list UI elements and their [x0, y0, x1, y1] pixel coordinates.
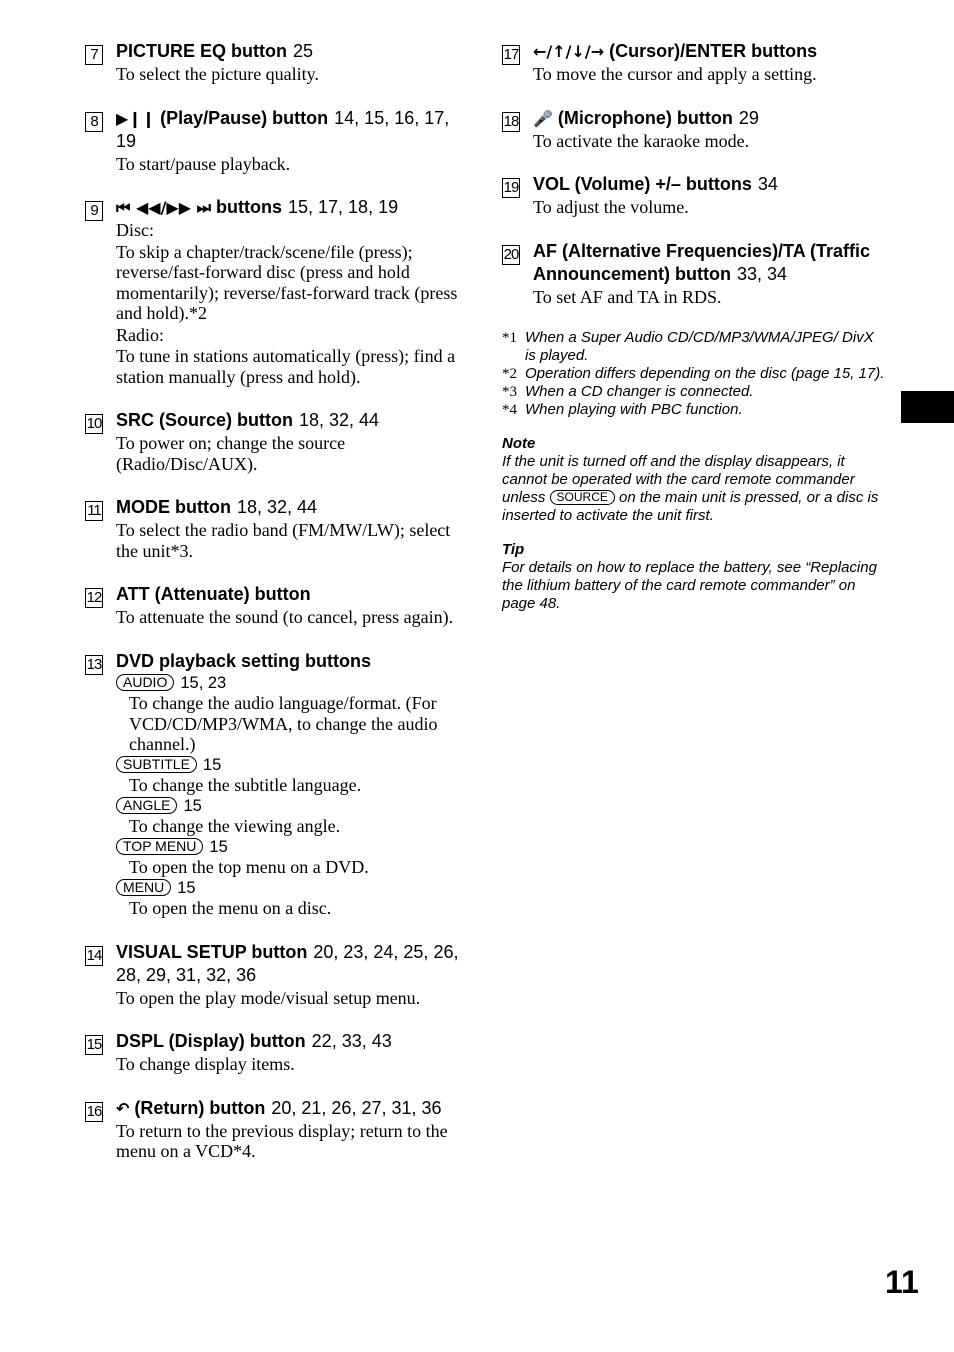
button-symbol-icon: ←/↑/↓/→	[533, 42, 605, 61]
entry-pages: 18, 32, 44	[299, 410, 380, 430]
entry-title: buttons	[211, 197, 282, 217]
button-symbol-icon: 🎤	[533, 108, 553, 128]
note-text-before: If the unit is turned off and the display disappears, it cannot be operated with the card remote commander unless	[502, 453, 855, 506]
entry-description: Radio:	[116, 324, 164, 345]
entry-description: To skip a chapter/track/scene/file (press); reverse/fast-forward disc (press and hold momentarily); reverse/fast-forward track (press and hold).*2	[116, 241, 458, 323]
entry-description: To move the cursor and apply a setting.	[533, 64, 817, 84]
note-title: Note	[502, 435, 536, 452]
entry-description: To start/pause playback.	[116, 153, 291, 174]
button-entry-10	[85, 409, 470, 474]
entry-heading	[533, 107, 887, 130]
key-pages: 15, 23	[180, 673, 227, 692]
entry-pages: 15, 17, 18, 19	[288, 197, 399, 217]
footnote	[502, 383, 887, 401]
entry-number: 19	[503, 179, 519, 196]
tip-title: Tip	[502, 541, 525, 558]
entry-number: 12	[86, 589, 102, 606]
entry-description: To adjust the volume.	[533, 197, 689, 217]
entry-description: To select the picture quality.	[116, 64, 320, 84]
source-key: SOURCE	[550, 490, 615, 505]
entry-title: VOL (Volume) +/– buttons	[533, 174, 752, 194]
section-tab-marker	[901, 391, 954, 423]
button-entry-20	[502, 240, 887, 308]
button-symbol-icon: ▶❙❙	[116, 108, 156, 128]
button-entry-15	[85, 1030, 470, 1075]
button-entry-14	[85, 941, 470, 1009]
key-label: TOP MENU	[116, 838, 203, 855]
entry-description: Disc:	[116, 220, 154, 240]
entry-heading	[116, 40, 470, 63]
key-description: To change the audio language/format. (For VCD/CD/MP3/WMA, to change the audio channel.)	[129, 693, 438, 754]
entry-pages: 18, 32, 44	[236, 497, 318, 517]
key-line	[116, 755, 470, 776]
entry-pages: 25	[292, 41, 314, 61]
entry-title: MODE button	[116, 497, 231, 517]
entry-pages: 20, 23, 24, 25, 26, 28, 29, 31, 32, 36	[116, 941, 459, 985]
left-column	[85, 40, 470, 1184]
right-entries	[502, 40, 887, 307]
entry-number: 18	[503, 112, 519, 130]
key-pages: 15	[202, 755, 222, 774]
footnote-text: When playing with PBC function.	[525, 401, 743, 418]
key-line	[116, 796, 470, 817]
button-entry-7	[85, 40, 470, 85]
button-entry-17	[502, 40, 887, 85]
entry-description: To open the play mode/visual setup menu.	[116, 987, 421, 1008]
entry-title: SRC (Source) button	[116, 410, 293, 430]
footnote	[502, 329, 887, 365]
entry-heading	[533, 40, 887, 63]
entry-title: PICTURE EQ button	[116, 41, 287, 61]
button-entry-12	[85, 583, 470, 628]
entry-pages: 33, 34	[736, 263, 788, 284]
entry-number: 10	[86, 415, 102, 432]
key-line	[116, 878, 470, 899]
footnote	[502, 401, 887, 419]
footnote-mark: *3	[502, 384, 517, 400]
button-entry-8	[85, 107, 470, 175]
entry-heading	[116, 496, 470, 519]
entry-number: 17	[503, 46, 519, 63]
footnote-text: When a CD changer is connected.	[525, 383, 754, 400]
entry-description: To return to the previous display; return to the menu on a VCD*4.	[116, 1120, 448, 1161]
footnote-mark: *2	[502, 366, 517, 382]
key-description: To change the viewing angle.	[129, 816, 341, 836]
key-line	[116, 673, 470, 694]
page-number: 11	[885, 1264, 919, 1300]
entry-pages: 29	[738, 107, 759, 128]
entry-title: (Cursor)/ENTER buttons	[604, 41, 818, 61]
right-column	[502, 40, 887, 613]
button-entry-16	[85, 1097, 470, 1162]
entry-heading	[533, 173, 887, 196]
key-pages: 15	[177, 878, 196, 897]
entry-heading	[116, 583, 470, 606]
entry-title: VISUAL SETUP button	[116, 941, 308, 962]
key-description: To change the subtitle language.	[129, 775, 362, 795]
note-block	[502, 435, 887, 525]
entry-title: ATT (Attenuate) button	[116, 584, 311, 604]
entry-number: 16	[86, 1102, 102, 1120]
footnote-mark: *4	[502, 402, 517, 418]
entry-description: To activate the karaoke mode.	[533, 130, 750, 151]
entry-description: To set AF and TA in RDS.	[533, 286, 722, 307]
entry-number: 8	[85, 112, 103, 132]
entry-description: To tune in stations automatically (press); find a station manually (press and hold).	[116, 346, 456, 387]
entry-heading	[116, 650, 470, 673]
entry-heading	[116, 1097, 470, 1120]
entry-number: 13	[86, 655, 102, 673]
entry-heading	[116, 196, 470, 219]
entry-pages: 34	[757, 174, 778, 194]
key-pages: 15	[183, 796, 202, 815]
entry-heading	[116, 1030, 470, 1053]
footnotes	[502, 329, 887, 419]
button-entry-19	[502, 173, 887, 218]
entry-number: 7	[85, 45, 103, 65]
button-entry-11	[85, 496, 470, 561]
footnote-mark: *1	[502, 330, 517, 346]
entry-title: DSPL (Display) button	[116, 1031, 306, 1051]
key-line	[116, 837, 470, 858]
entry-heading	[116, 409, 470, 432]
entry-number: 15	[86, 1036, 102, 1053]
note-text	[502, 453, 887, 525]
button-entry-9	[85, 196, 470, 387]
tip-block	[502, 541, 887, 613]
entry-pages: 20, 21, 26, 27, 31, 36	[271, 1097, 442, 1118]
entry-number: 11	[85, 501, 103, 521]
button-symbol-icon: ⏮ ◀◀/▶▶ ⏭	[116, 198, 212, 217]
note-text-after: on the main unit is pressed, or a disc is inserted to activate the unit first.	[502, 489, 879, 524]
entry-heading	[116, 107, 470, 153]
key-label: AUDIO	[116, 674, 174, 691]
button-symbol-icon: ↶	[116, 1098, 130, 1118]
entry-heading	[116, 941, 470, 987]
entry-title: (Play/Pause) button	[155, 107, 329, 128]
entry-description: To change display items.	[116, 1054, 295, 1074]
key-pages: 15	[209, 837, 228, 856]
entry-title: DVD playback setting buttons	[116, 650, 372, 671]
entry-title: (Microphone) button	[552, 107, 733, 128]
entry-title: (Return) button	[129, 1097, 266, 1118]
entry-pages: 22, 33, 43	[311, 1031, 392, 1051]
key-description: To open the top menu on a DVD.	[129, 857, 369, 877]
entry-heading	[533, 240, 887, 286]
button-entry-18	[502, 107, 887, 152]
entry-pages: 14, 15, 16, 17, 19	[116, 107, 450, 151]
key-description: To open the menu on a disc.	[129, 898, 332, 918]
key-label: MENU	[116, 879, 171, 896]
footnote	[502, 365, 887, 383]
entry-description: To select the radio band (FM/MW/LW); select the unit*3.	[116, 520, 451, 561]
button-entry-13	[85, 650, 470, 919]
entry-description: To attenuate the sound (to cancel, press again).	[116, 607, 454, 627]
entry-description: To power on; change the source (Radio/Disc/AUX).	[116, 433, 346, 474]
key-label: SUBTITLE	[116, 756, 197, 773]
entry-number: 14	[86, 946, 102, 964]
entry-number: 20	[503, 245, 519, 263]
key-label: ANGLE	[116, 797, 177, 814]
entry-title: AF (Alternative Frequencies)/TA (Traffic Announcement) button	[533, 240, 871, 284]
entry-number: 9	[85, 201, 103, 221]
tip-text: For details on how to replace the battery, see “Replacing the lithium battery of the card remote commander” on page 48.	[502, 559, 877, 612]
footnote-text: When a Super Audio CD/CD/MP3/WMA/JPEG/ DivX is played.	[525, 329, 874, 364]
footnote-text: Operation differs depending on the disc (page 15, 17).	[525, 365, 885, 382]
